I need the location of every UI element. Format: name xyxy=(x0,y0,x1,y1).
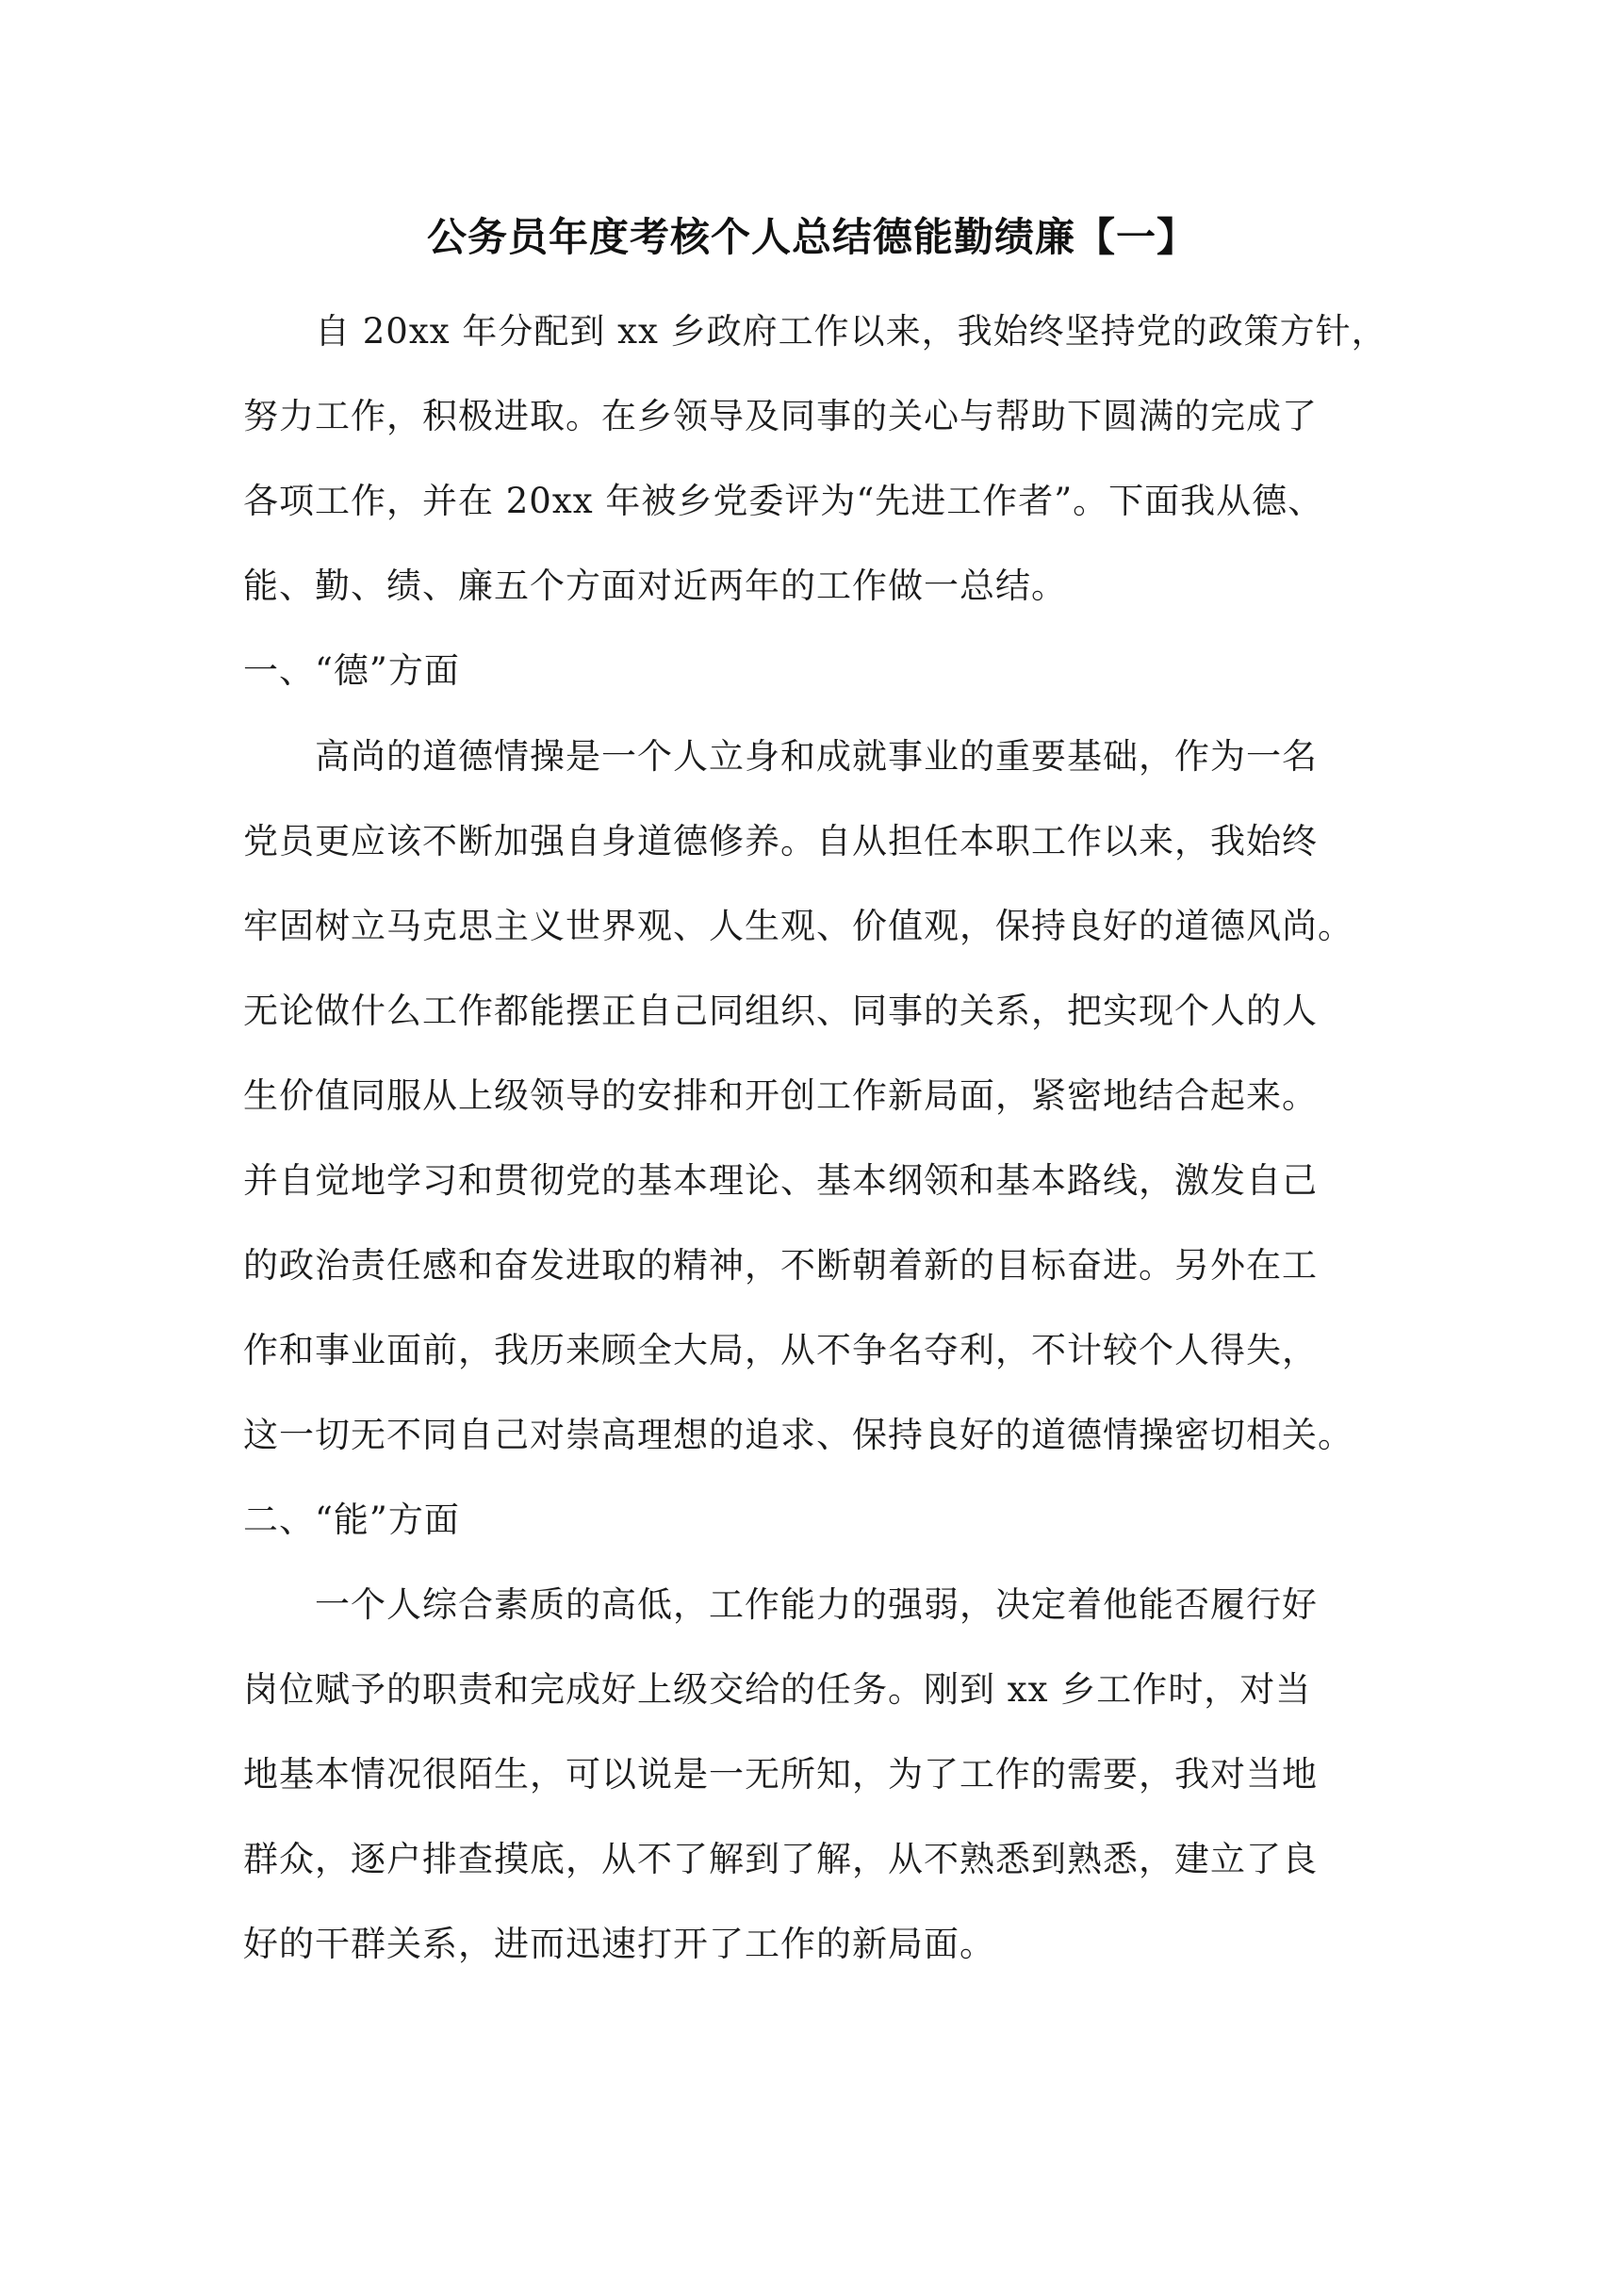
paragraph-line: 生价值同服从上级领导的安排和开创工作新局面，紧密地结合起来。 xyxy=(243,1075,1318,1116)
paragraph-line: 岗位赋予的职责和完成好上级交给的任务。刚到 xx 乡工作时，对当 xyxy=(243,1669,1312,1710)
paragraph-line: 群众，逐户排查摸底，从不了解到了解，从不熟悉到熟悉，建立了良 xyxy=(243,1839,1318,1879)
section-heading: 一、“德”方面 xyxy=(243,650,460,691)
paragraph-line: 努力工作，积极进取。在乡领导及同事的关心与帮助下圆满的完成了 xyxy=(243,396,1318,436)
paragraph-line: 无论做什么工作都能摆正自己同组织、同事的关系，把实现个人的人 xyxy=(243,991,1318,1031)
paragraph-line: 牢固树立马克思主义世界观、人生观、价值观，保持良好的道德风尚。 xyxy=(243,906,1353,946)
paragraph-line: 地基本情况很陌生，可以说是一无所知，为了工作的需要，我对当地 xyxy=(243,1754,1318,1795)
paragraph-line: 作和事业面前，我历来顾全大局，从不争名夺利，不计较个人得失， xyxy=(243,1330,1318,1370)
paragraph-line: 党员更应该不断加强自身道德修养。自从担任本职工作以来，我始终 xyxy=(243,821,1318,861)
paragraph-line: 的政治责任感和奋发进取的精神，不断朝着新的目标奋进。另外在工 xyxy=(243,1245,1318,1286)
paragraph-line: 一个人综合素质的高低，工作能力的强弱，决定着他能否履行好 xyxy=(315,1584,1318,1625)
paragraph-line: 这一切无不同自己对崇高理想的追求、保持良好的道德情操密切相关。 xyxy=(243,1415,1353,1455)
document-title: 公务员年度考核个人总结德能勤绩廉【一】 xyxy=(426,214,1197,260)
paragraph-line: 各项工作，并在 20xx 年被乡党委评为“先进工作者”。下面我从德、 xyxy=(243,481,1324,521)
paragraph-line: 能、勤、绩、廉五个方面对近两年的工作做一总结。 xyxy=(243,566,1067,606)
paragraph-line: 高尚的道德情操是一个人立身和成就事业的重要基础，作为一名 xyxy=(315,736,1318,777)
paragraph-line: 并自觉地学习和贯彻党的基本理论、基本纲领和基本路线，激发自己 xyxy=(243,1160,1318,1201)
paragraph-line: 好的干群关系，进而迅速打开了工作的新局面。 xyxy=(243,1924,995,1964)
section-heading: 二、“能”方面 xyxy=(243,1500,460,1540)
paragraph-line: 自 20xx 年分配到 xx 乡政府工作以来，我始终坚持党的政策方针， xyxy=(315,311,1387,352)
